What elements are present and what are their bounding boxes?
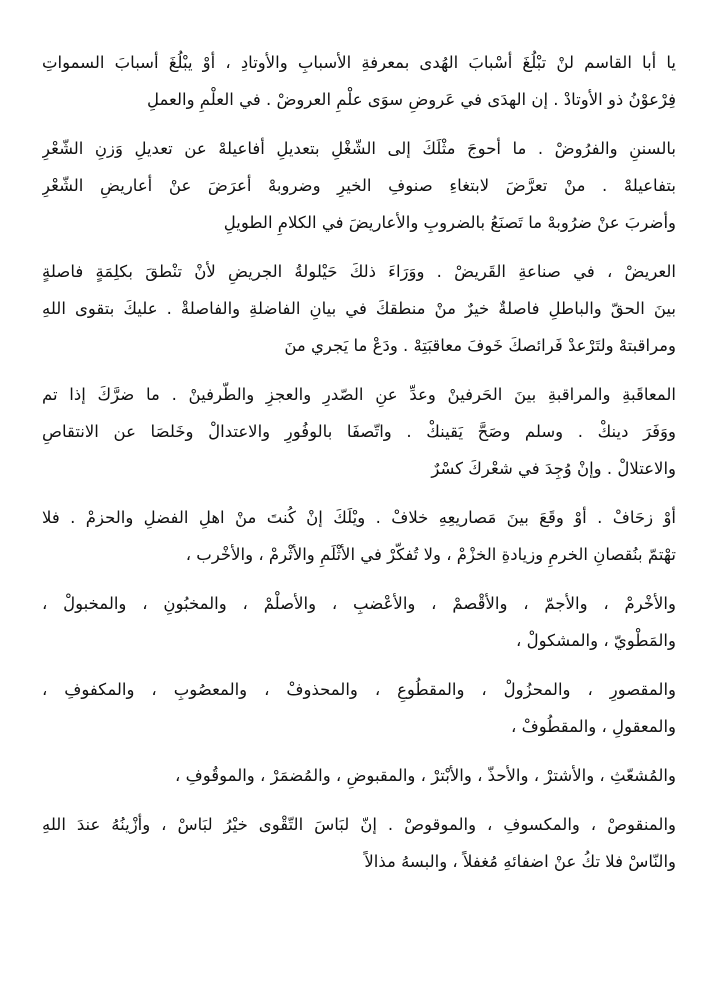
text-line: المعاقَبةِ والمراقبةِ بينَ الحَرفينْ وعدِّ عنِ الصّدرِ والعجزِ والطّرفينْ . ما ضرَّكَ إذا تم [42, 385, 676, 404]
text-line: بتفاعيلهْ . منْ تعرَّضَ لابتغاءِ صنوفِ الخيرِ وضروبهْ أعرَضَ عنْ أعاريضِ الشّعْرِ [42, 176, 676, 195]
text-line: ووَفَرَ دينكْ . وسلم وصَحَّ يَقينكْ . واتّصفَا بالوفُورِ والاعتدالْ وخَلصَا عن الانتقاصِ [42, 422, 676, 441]
paragraph-4 [42, 376, 676, 487]
paragraph-5 [42, 499, 676, 573]
text-line: بالسننِ والفرُوضْ . ما أحوجَ مثْلَكَ إلى الشّغْلِ بتعديلِ أفاعيلهْ عن تعديلِ وَزنِ الشّعْرِ [42, 139, 676, 158]
paragraph-8 [42, 757, 676, 794]
text-line: ومراقبتهْ ولتَرْعدْ فَرائصكَ خَوفَ معاقبَتِهْ . ودَعْ ما يَجري منَ [284, 336, 676, 355]
text-line: العريضْ ، في صناعةِ القَريضْ . ووَرَاءَ ذلكَ حَيْلولةُ الجريضِ لأنْ تنْطقَ بكلِمَةٍ فاصلةٍ [42, 262, 676, 281]
text-line: أوْ زحَافْ . أوْ وقَعَ بينَ مَصاريعِهِ خلافْ . ويْلَكَ إنْ كُنتَ منْ اهلِ الفضلِ والحزمْ . فلا [42, 508, 676, 527]
paragraph-7 [42, 671, 676, 745]
text-line: والاعتلالْ . وإنْ وُجِدَ في شعْركَ كسْرٌ [431, 459, 676, 478]
text-line: والنّاسْ فلا تكُ عنْ اضفائهِ مُغفلاً ، والبسهُ مذالاً [364, 852, 676, 871]
paragraph-2 [42, 130, 676, 241]
text-line: يا أبا القاسم لنْ تبْلُغَ أسْبابَ الهُدى بمعرفةِ الأسبابِ والأوتادِ ، أوْ يبْلُغَ أسبابَ السمواتِ [42, 53, 676, 72]
paragraph-6 [42, 585, 676, 659]
text-line: تهْتمّ بنُقصانِ الخرمِ وزيادةِ الخزْمْ ، ولا تُفكّرْ في الأثْلَمِ والأثْرمْ ، والأخْرب ، [185, 545, 676, 564]
text-line: والمقصورِ ، والمحزُولْ ، والمقطُوعِ ، والمحذوفْ ، والمعصُوبِ ، والمكفوفِ ، [42, 680, 676, 699]
text-line: والمنقوصْ ، والمكسوفِ ، والموقوصْ . إنّ لبَاسَ التّقْوى خيْرُ لبَاسْ ، وأزْينُهُ عندَ اللهِ [42, 815, 676, 834]
paragraph-9 [42, 806, 676, 880]
text-line: فِرْعوْنُ ذو الأوتادْ . إن الهدَى في عَروضِ سوَى علْمِ العروضْ . في العلْمِ والعملِ [146, 90, 676, 109]
text-line: والأخْرمْ ، والأجمّ ، والأقْصمْ ، والأعْضبِ ، والأصلْمْ ، والمخبُونِ ، والمخبولْ ، [42, 594, 676, 613]
text-line: والمَطْويّ ، والمشكولْ ، [516, 631, 676, 650]
paragraph-1 [42, 44, 676, 118]
text-line: وأضربَ عنْ ضرُوبهْ ما تَصنَعُ بالضروبِ والأعاريضَ في الكلامِ الطويلِ [223, 213, 676, 232]
text-line: والمُشعّثِ ، والأشترْ ، والأحذّ ، والأبْترْ ، والمقبوضِ ، والمُضمَرْ ، والموقُوفِ ، [175, 766, 676, 785]
paragraph-3 [42, 253, 676, 364]
text-line: بينَ الحقّ والباطلِ فاصلةٌ خيرٌ منْ منطقكَ في بيانِ الفاضلةِ والفاصلةْ . عليكَ بتقوى اللهِ [42, 299, 676, 318]
text-line: والمعقولِ ، والمقطُوفْ ، [511, 717, 676, 736]
